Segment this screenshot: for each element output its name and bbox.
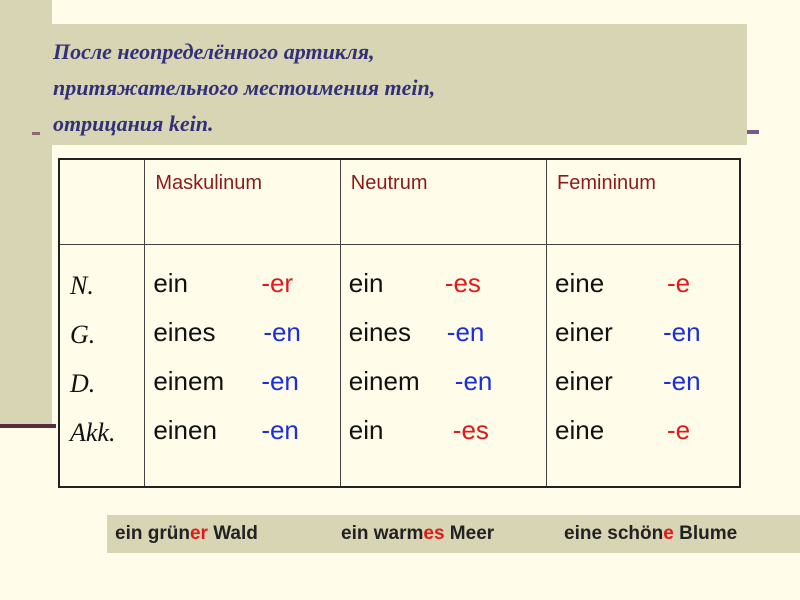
article: einem <box>348 366 420 396</box>
form-row <box>555 406 739 455</box>
example-ending: es <box>423 523 445 544</box>
example-stem: eine schön <box>564 523 664 544</box>
ending: -es <box>444 268 481 298</box>
ending: -e <box>667 268 691 298</box>
case-label: D. <box>70 369 96 398</box>
article: eines <box>348 317 411 347</box>
ending: -e <box>667 415 691 445</box>
form-row <box>555 357 739 406</box>
article: eine <box>555 268 605 298</box>
page-title <box>53 34 733 142</box>
form-row <box>153 357 339 406</box>
header-femininum: Femininum <box>547 159 740 245</box>
article: ein <box>153 268 189 298</box>
header-corner-cell <box>59 159 145 245</box>
femininum-column <box>547 245 740 488</box>
ending: -en <box>263 317 301 347</box>
ending: -en <box>261 366 299 396</box>
example-ending: e <box>663 523 674 544</box>
ending: -es <box>452 415 489 445</box>
examples-bar <box>107 515 800 553</box>
form-row <box>555 308 739 357</box>
declension-table <box>58 158 741 488</box>
form-row <box>153 308 339 357</box>
ending: -en <box>446 317 485 347</box>
example-phrase <box>564 523 737 545</box>
ending: -en <box>663 317 701 347</box>
example-noun: Meer <box>444 523 495 544</box>
example-noun: Wald <box>207 523 258 544</box>
example-phrase <box>115 523 258 545</box>
example-phrase <box>341 523 494 545</box>
form-row <box>349 357 546 406</box>
neutrum-column <box>340 245 546 488</box>
ending: -en <box>261 415 299 445</box>
form-row <box>153 259 339 308</box>
example-ending: er <box>189 523 208 544</box>
ending: -en <box>663 366 701 396</box>
decorative-dash <box>747 130 759 134</box>
header-neutrum: Neutrum <box>340 159 546 245</box>
article: einer <box>555 317 613 347</box>
ending: -en <box>454 366 493 396</box>
decorative-dash <box>32 132 40 135</box>
article: einem <box>153 366 225 396</box>
case-label: N. <box>70 271 94 300</box>
table-body-row <box>59 245 740 488</box>
article: einen <box>153 415 217 445</box>
title-line: отрицания kein. <box>53 111 214 136</box>
ending: -er <box>261 268 294 298</box>
decorative-accent-line <box>0 424 56 428</box>
example-stem: ein warm <box>341 523 424 544</box>
form-row <box>349 406 546 455</box>
article: einer <box>555 366 613 396</box>
case-label: G. <box>70 320 96 349</box>
article: ein <box>348 415 384 445</box>
title-line: После неопределённого артикля, <box>53 39 375 64</box>
form-row <box>349 308 546 357</box>
case-column <box>59 245 145 488</box>
article: ein <box>348 268 384 298</box>
header-maskulinum: Maskulinum <box>145 159 340 245</box>
article: eine <box>555 415 605 445</box>
maskulinum-column <box>145 245 340 488</box>
title-line: притяжательного местоимения mein, <box>53 75 436 100</box>
form-row <box>555 259 739 308</box>
article: eines <box>153 317 216 347</box>
example-stem: ein grün <box>115 523 190 544</box>
form-row <box>349 259 546 308</box>
example-noun: Blume <box>673 523 738 544</box>
form-row <box>153 406 339 455</box>
case-label: Akk. <box>70 418 116 447</box>
table-header-row <box>59 159 740 245</box>
